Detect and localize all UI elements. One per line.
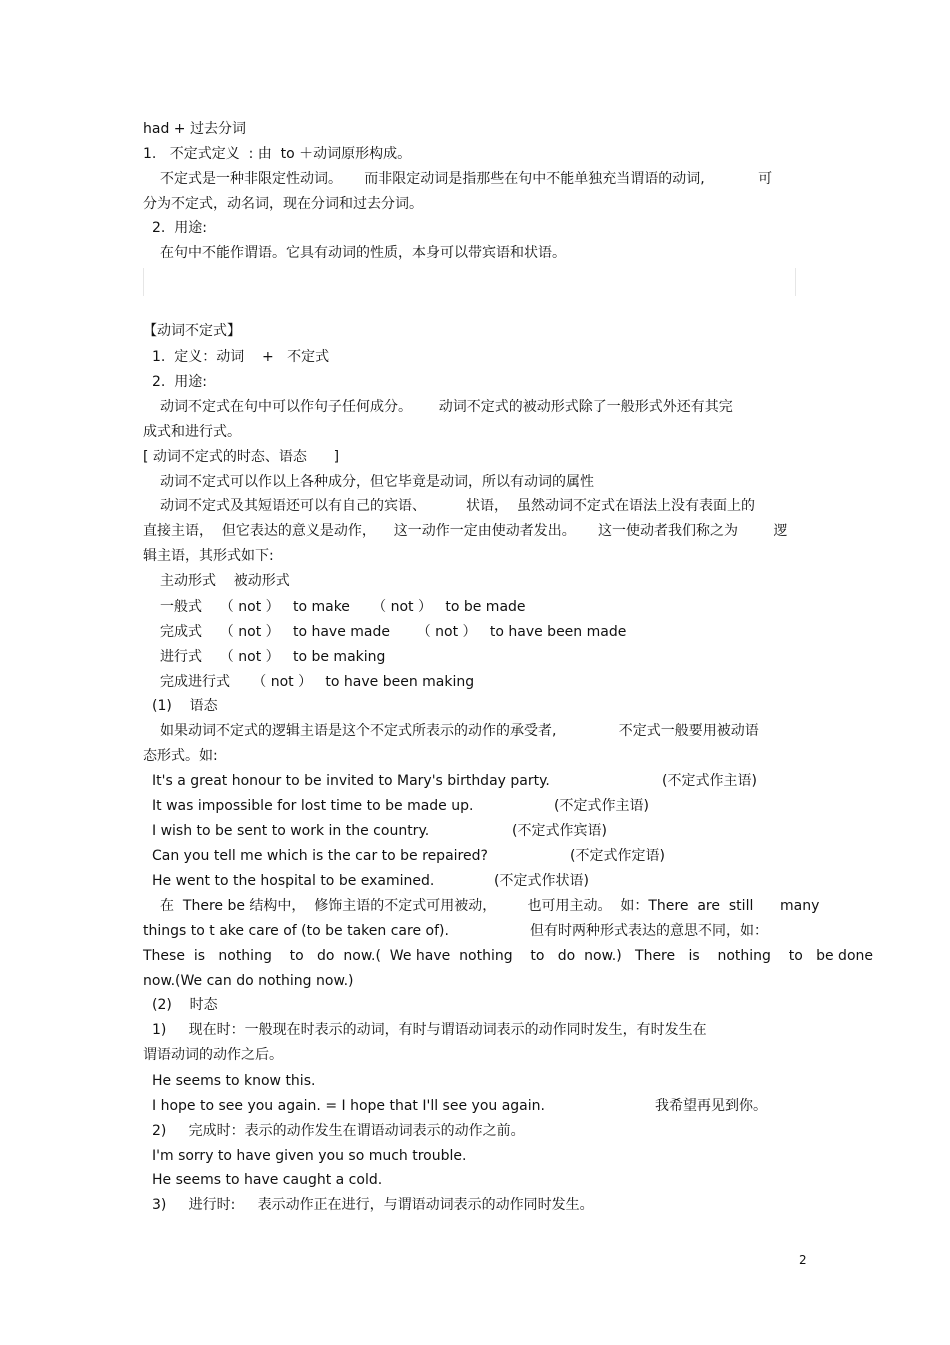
- example-note: (不定式作主语): [662, 773, 757, 789]
- text-line: 完成式 （ not ） to have made （ not ） to have been made: [160, 624, 627, 640]
- text-line: 不定式是一种非限定性动词。 而非限定动词是指那些在句中不能单独充当谓语的动词, 可: [160, 171, 773, 187]
- text-line: (1) 语态: [152, 698, 218, 714]
- text-line: 主动形式 被动形式: [160, 573, 290, 589]
- text-line: 一般式 （ not ） to make （ not ） to be made: [160, 599, 526, 615]
- text-line: 态形式。如:: [143, 748, 218, 764]
- text-line: 但有时两种形式表达的意思不同，如：: [530, 923, 768, 939]
- example-note: (不定式作状语): [494, 873, 589, 889]
- text-line: 如果动词不定式的逻辑主语是这个不定式所表示的动作的承受者, 不定式一般要用被动语: [160, 723, 759, 739]
- example-note: (不定式作定语): [570, 848, 665, 864]
- page-number: 2: [799, 1253, 807, 1267]
- text-line: 分为不定式，动名词，现在分词和过去分词。: [143, 196, 423, 212]
- text-line: had + 过去分词: [143, 121, 246, 137]
- example-sentence: He seems to know this.: [152, 1073, 316, 1089]
- text-line: 完成进行式 （ not ） to have been making: [160, 674, 475, 690]
- text-line: 1. 不定式定义 : 由 to ＋动词原形构成。: [143, 146, 412, 162]
- example-sentence: Can you tell me which is the car to be repaired?: [152, 848, 488, 864]
- text-line: (2) 时态: [152, 997, 218, 1013]
- example-note: (不定式作主语): [554, 798, 649, 814]
- text-line: 3) 进行时: 表示动作正在进行，与谓语动词表示的动作同时发生。: [152, 1197, 594, 1213]
- text-line: 在句中不能作谓语。它具有动词的性质，本身可以带宾语和状语。: [160, 245, 566, 261]
- frame-divider: [143, 268, 144, 296]
- text-line: 谓语动词的动作之后。: [143, 1047, 283, 1063]
- text-line: 2) 完成时：表示的动作发生在谓语动词表示的动作之前。: [152, 1123, 525, 1139]
- frame-divider: [795, 268, 796, 296]
- text-line: 进行式 （ not ） to be making: [160, 649, 386, 665]
- example-sentence: I wish to be sent to work in the country.: [152, 823, 430, 839]
- text-line: things to t ake care of (to be taken care of).: [143, 923, 449, 939]
- text-line: 动词不定式及其短语还可以有自己的宾语、 状语， 虽然动词不定式在语法上没有表面上的: [160, 498, 755, 514]
- example-sentence: I'm sorry to have given you so much trouble.: [152, 1148, 467, 1164]
- text-line: 1) 现在时：一般现在时表示的动词，有时与谓语动词表示的动作同时发生，有时发生在: [152, 1022, 707, 1038]
- example-sentence: It was impossible for lost time to be made up.: [152, 798, 474, 814]
- example-sentence: I hope to see you again. = I hope that I'll see you again.: [152, 1098, 545, 1114]
- text-line: 辑主语，其形式如下:: [143, 548, 274, 564]
- text-line: 动词不定式在句中可以作句子任何成分。 动词不定式的被动形式除了一般形式外还有其完: [160, 399, 733, 415]
- text-line: 1. 定义：动词 + 不定式: [152, 349, 330, 365]
- example-note: 我希望再见到你。: [655, 1098, 767, 1114]
- text-line: now.(We can do nothing now.): [143, 973, 354, 989]
- text-line: These is nothing to do now.( We have nothing to do now.) There is nothing to be done: [143, 948, 873, 964]
- example-sentence: He went to the hospital to be examined.: [152, 873, 435, 889]
- example-sentence: He seems to have caught a cold.: [152, 1172, 383, 1188]
- example-note: (不定式作宾语): [512, 823, 607, 839]
- text-line: 动词不定式可以作以上各种成分，但它毕竟是动词，所以有动词的属性: [160, 474, 594, 490]
- text-line: 成式和进行式。: [143, 424, 241, 440]
- example-sentence: It's a great honour to be invited to Mary's birthday party.: [152, 773, 550, 789]
- text-line: 2. 用途:: [152, 220, 207, 236]
- text-line: 在 There be 结构中， 修饰主语的不定式可用被动， 也可用主动。 如：There are still many: [160, 898, 820, 914]
- section-heading: 【动词不定式】: [143, 323, 241, 339]
- text-line: [ 动词不定式的时态、语态 ]: [143, 449, 340, 465]
- text-line: 直接主语， 但它表达的意义是动作， 这一动作一定由使动者发出。 这一使动者我们称之为 逻: [143, 523, 788, 539]
- text-line: 2. 用途:: [152, 374, 207, 390]
